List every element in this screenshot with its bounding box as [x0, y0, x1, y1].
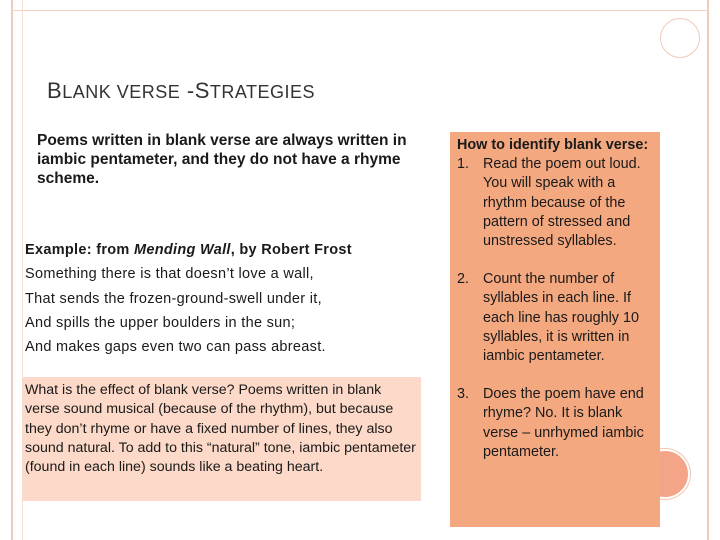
- example-suffix: , by Robert Frost: [230, 242, 352, 258]
- example-heading: [25, 238, 425, 262]
- step-text: Read the poem out loud. You will speak with a rhythm because of the pattern of stressed and unstressed syllables.: [483, 156, 641, 250]
- frame-right-line: [707, 0, 709, 540]
- step-item: [457, 270, 654, 366]
- example-prefix: Example: from: [25, 242, 134, 258]
- step-number: 3.: [457, 386, 470, 403]
- title-rest-1: LANK VERSE: [62, 82, 181, 102]
- poem-line: Something there is that doesn’t love a wall,: [25, 266, 314, 283]
- step-item: [457, 155, 654, 251]
- steps-box: [450, 132, 660, 527]
- step-item: [457, 385, 654, 462]
- poem-line: That sends the frozen-ground-swell under it,: [25, 290, 322, 307]
- step-text: Does the poem have end rhyme? No. It is blank verse – unrhymed iambic pentameter.: [483, 386, 644, 460]
- poem-line: And makes gaps even two can pass abreast.: [25, 339, 326, 356]
- frame-left-line: [11, 0, 13, 540]
- step-text: Count the number of syllables in each line. If each line has roughly 10 syllables, it is written in iambic pentameter.: [483, 271, 640, 365]
- title-dash: -: [180, 78, 195, 103]
- effect-box: What is the effect of blank verse? Poems written in blank verse sound musical (because of the rhythm), but because they don’t rhyme or have a fixed number of lines, they also sound natural. To add to this “natural” tone, iambic pentameter (found in each line) sounds like a beating heart.: [23, 377, 421, 501]
- decorative-circle-top: [660, 18, 700, 58]
- step-number: 2.: [457, 271, 470, 288]
- slide-title: [47, 78, 315, 104]
- poem-line: And spills the upper boulders in the sun;: [25, 314, 296, 331]
- frame-top-line: [11, 10, 709, 11]
- steps-heading: How to identify blank verse:: [457, 137, 649, 153]
- example-block: [25, 238, 425, 359]
- title-rest-2: TRATEGIES: [209, 82, 316, 102]
- title-cap-2: S: [194, 78, 210, 103]
- step-number: 1.: [457, 156, 470, 173]
- title-cap-1: B: [47, 78, 63, 103]
- intro-text: Poems written in blank verse are always written in iambic pentameter, and they do not have a rhyme scheme.: [37, 132, 407, 187]
- poem-title: Mending Wall: [133, 242, 231, 258]
